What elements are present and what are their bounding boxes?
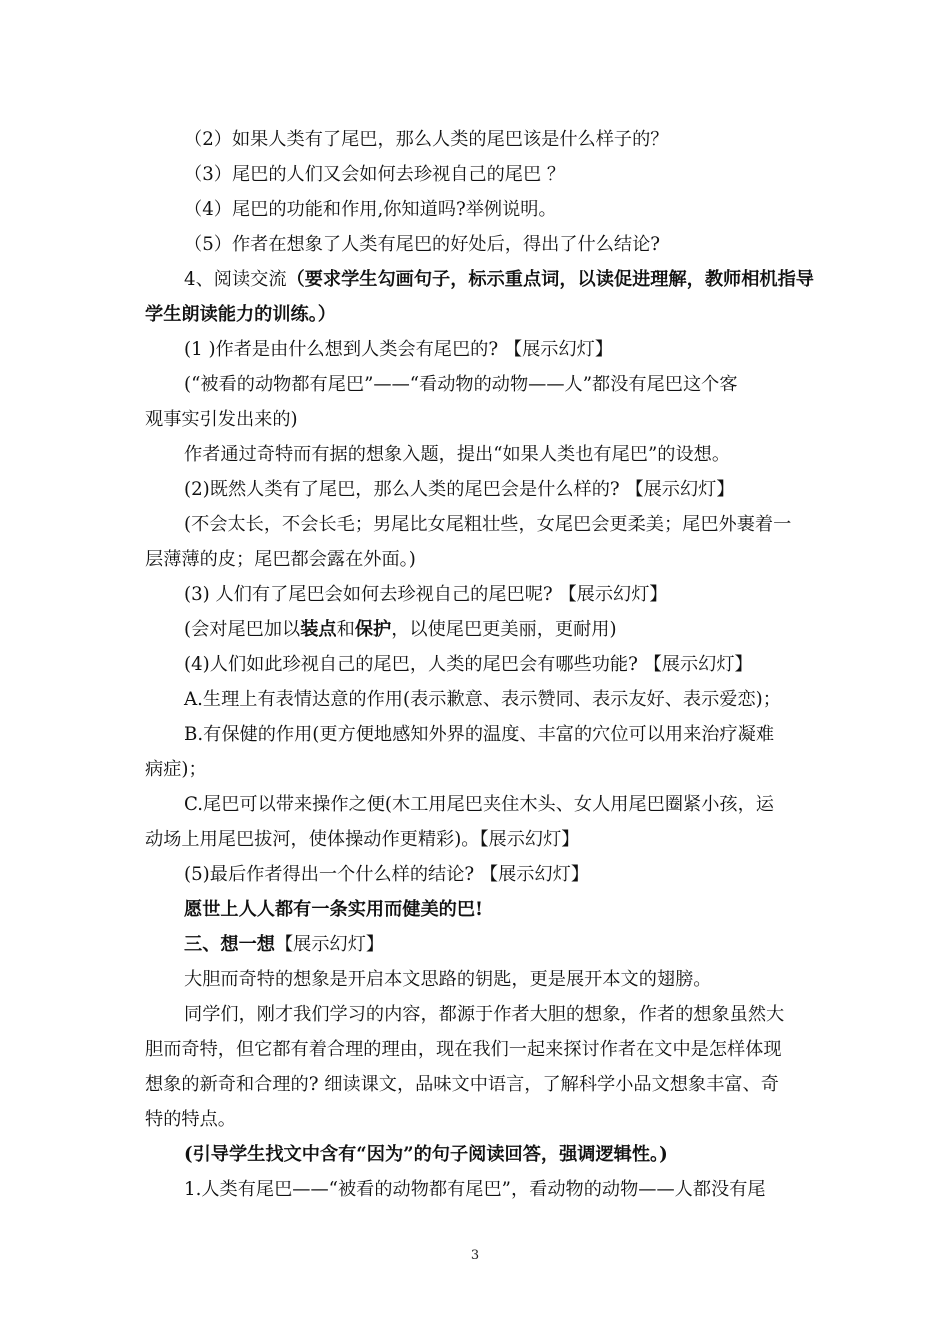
text-run: B.有保健的作用(更方便地感知外界的温度、丰富的穴位可以用来治疗凝难 — [184, 724, 775, 745]
text-run: (会对尾巴加以 — [184, 619, 301, 640]
text-run: 胆而奇特，但它都有着合理的理由，现在我们一起来探讨作者在文中是怎样体现 — [145, 1039, 782, 1060]
discussion-3 — [184, 582, 814, 608]
section-4-heading-continued — [145, 302, 815, 328]
text-run: 同学们，刚才我们学习的内容，都源于作者大胆的想象，作者的想象虽然大 — [184, 1004, 785, 1025]
text-run: 大胆而奇特的想象是开启本文思路的钥匙，更是展开本文的翅膀。 — [184, 969, 712, 990]
paragraph-line — [145, 1037, 815, 1063]
paragraph-line — [145, 1107, 815, 1133]
text-run: (不会太长，不会长毛；男尾比女尾粗壮些，女尾巴会更柔美；尾巴外裹着一 — [184, 514, 792, 535]
text-run: （3）尾巴的人们又会如何去珍视自己的尾巴 ？ — [184, 164, 566, 185]
section-3-intro — [184, 967, 814, 993]
teacher-guidance — [184, 1142, 814, 1168]
text-run: 观事实引发出来的) — [145, 409, 298, 430]
function-a — [184, 687, 814, 713]
paragraph-line — [184, 1002, 814, 1028]
text-run: 4、阅读交流 — [184, 269, 287, 290]
summary-1 — [184, 442, 814, 468]
text-run: (“被看的动物都有尾巴”——“看动物的动物——人”都没有尾巴这个客 — [184, 374, 738, 395]
page-number: 3 — [470, 1248, 480, 1263]
paragraph-line — [145, 1072, 815, 1098]
text-run: C.尾巴可以带来操作之便(木工用尾巴夹住木头、女人用尾巴圈紧小孩，运 — [184, 794, 774, 815]
bold-text-run: 学生朗读能力的训练。） — [145, 304, 336, 325]
text-run: 1.人类有尾巴——“被看的动物都有尾巴”，看动物的动物——人都没有尾 — [184, 1179, 766, 1200]
function-b-continued — [145, 757, 815, 783]
text-run: (3) 人们有了尾巴会如何去珍视自己的尾巴呢? 【展示幻灯】 — [184, 584, 668, 605]
text-run: 想象的新奇和合理的? 细读课文，品味文中语言，了解科学小品文想象丰富、奇 — [145, 1074, 779, 1095]
discussion-4 — [184, 652, 814, 678]
text-run: （2）如果人类有了尾巴，那么人类的尾巴该是什么样子的？ — [184, 129, 669, 150]
conclusion — [184, 897, 814, 923]
discussion-1 — [184, 337, 814, 363]
text-run: 和 — [336, 619, 355, 640]
function-b — [184, 722, 814, 748]
bold-text-run: 保护 — [354, 619, 392, 640]
question-5 — [184, 232, 814, 258]
text-run: (2)既然人类有了尾巴，那么人类的尾巴会是什么样的? 【展示幻灯】 — [184, 479, 735, 500]
point-1 — [184, 1177, 814, 1203]
bold-text-run: 装点 — [300, 619, 337, 640]
discussion-5 — [184, 862, 814, 888]
function-c-continued — [145, 827, 815, 853]
text-run: 病症)； — [145, 759, 207, 780]
discussion-2 — [184, 477, 814, 503]
answer-2 — [184, 512, 814, 538]
bold-text-run: 三、想一想 — [184, 934, 275, 955]
text-run: 动场上用尾巴拔河，使体操动作更精彩)。【展示幻灯】 — [145, 829, 580, 850]
text-run: 作者通过奇特而有据的想象入题，提出“如果人类也有尾巴”的设想。 — [184, 444, 731, 465]
function-c — [184, 792, 814, 818]
question-4 — [184, 197, 814, 223]
text-run: A.生理上有表情达意的作用(表示歉意、表示赞同、表示友好、表示爱恋)； — [184, 689, 781, 710]
answer-2-continued — [145, 547, 815, 573]
text-run: 特的特点。 — [145, 1109, 236, 1130]
question-3 — [184, 162, 814, 188]
text-run: （4）尾巴的功能和作用,你知道吗?举例说明。 — [184, 199, 557, 220]
answer-1-continued — [145, 407, 815, 433]
bold-text-run: （要求学生勾画句子，标示重点词，以读促进理解，教师相机指导 — [286, 269, 814, 290]
text-run: (4)人们如此珍视自己的尾巴，人类的尾巴会有哪些功能? 【展示幻灯】 — [184, 654, 753, 675]
question-2 — [184, 127, 814, 153]
answer-1 — [184, 372, 814, 398]
bold-text-run: (引导学生找文中含有“因为”的句子阅读回答，强调逻辑性。) — [184, 1144, 668, 1165]
section-3-heading — [184, 932, 814, 958]
text-run: (1 )作者是由什么想到人类会有尾巴的? 【展示幻灯】 — [184, 339, 614, 360]
text-run: ，以使尾巴更美丽，更耐用) — [391, 619, 617, 640]
section-4-heading — [184, 267, 814, 293]
bold-text-run: 愿世上人人都有一条实用而健美的巴! — [184, 899, 483, 920]
text-run: （5）作者在想象了人类有尾巴的好处后，得出了什么结论? — [184, 234, 661, 255]
text-run: 【展示幻灯】 — [274, 934, 385, 955]
answer-3 — [184, 617, 814, 643]
text-run: 层薄薄的皮；尾巴都会露在外面。) — [145, 549, 416, 570]
text-run: (5)最后作者得出一个什么样的结论? 【展示幻灯】 — [184, 864, 590, 885]
